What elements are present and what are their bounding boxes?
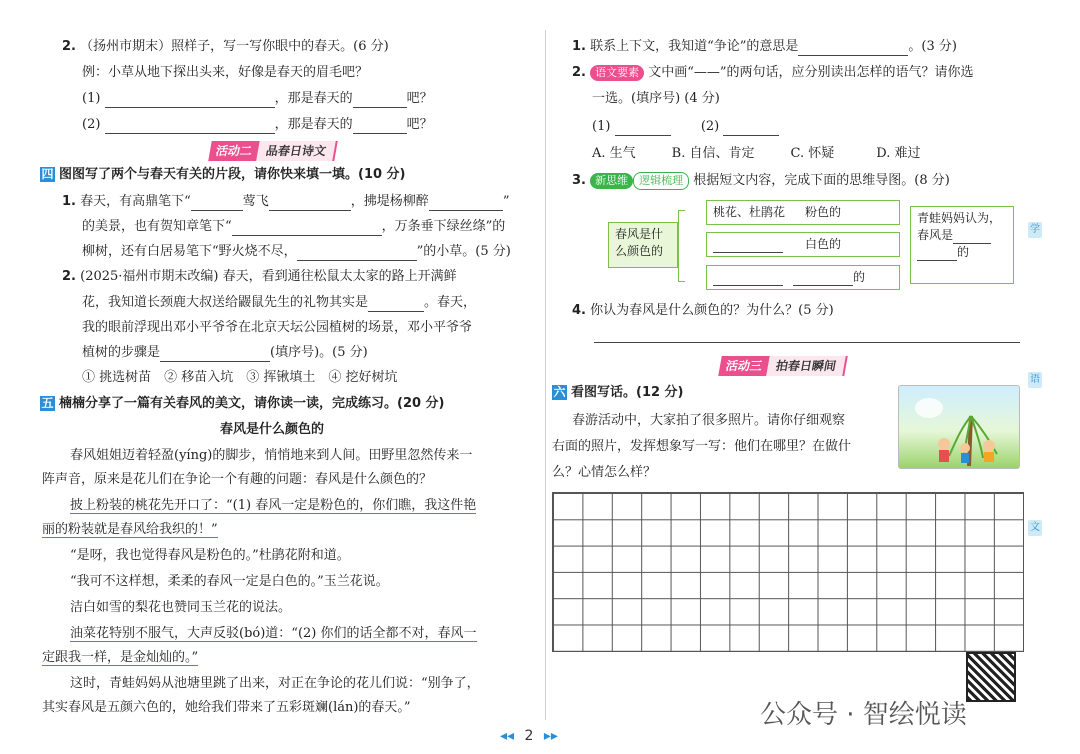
fill-blank[interactable] (429, 196, 503, 211)
activity-3-banner (718, 356, 848, 376)
fill-blank[interactable] (160, 347, 270, 362)
text: ，那是春天的 (274, 117, 353, 132)
fill-blank[interactable] (353, 93, 407, 108)
question-text: （扬州市期末）照样子，写一写你眼中的春天。(6 分) (80, 39, 389, 54)
writing-prompt: 么？心情怎么样？ (552, 465, 657, 480)
text: 桃花、杜鹃花 (713, 205, 786, 219)
page-number (500, 728, 558, 744)
story-paragraph: 春风姐姐迈着轻盈(yíng)的脚步，悄悄地来到人间。田野里忽然传来一 (70, 448, 473, 463)
next-arrow-icon: ▸▸ (543, 728, 558, 744)
fill-blank[interactable] (615, 121, 671, 136)
text: (2025·福州市期末改编) 春天，看到通往松鼠太太家的路上开满鲜 (80, 269, 457, 284)
story-paragraph: 阵声音，原来是花儿们在争论一个有趣的问题：春风是什么颜色的？ (42, 472, 433, 487)
writing-prompt: 春游活动中，大家拍了很多照片。请你仔细观察 (572, 413, 846, 428)
spring-outing-picture (898, 385, 1020, 469)
fill-blank[interactable] (713, 238, 783, 253)
question-number: 4. (572, 303, 586, 318)
text: ，那是春天的 (274, 91, 353, 106)
side-tab: 语 (1028, 372, 1042, 388)
story-title: 春风是什么颜色的 (220, 422, 325, 437)
text: 联系上下文，我知道“争论”的意思是 (590, 39, 799, 54)
fill-blank[interactable] (723, 121, 779, 136)
activity-label: 活动三 (718, 356, 770, 376)
section-4-heading (40, 166, 406, 184)
mindmap-center: 春风是什么颜色的 (608, 222, 678, 268)
r-question-2-answers (592, 118, 779, 136)
writing-grid[interactable] (552, 492, 1024, 652)
side-tab: 学 (1028, 222, 1042, 238)
story-paragraph (70, 625, 477, 643)
section-5-heading (40, 395, 445, 413)
q1-line-1 (62, 193, 509, 211)
skill-tag: 语文要素 (590, 65, 644, 81)
option: D. 难过 (876, 146, 921, 161)
text: 的美景，也有贺知章笔下“ (82, 219, 232, 234)
fill-blank[interactable] (191, 196, 243, 211)
text: ，万条垂下绿丝绦”的 (381, 219, 506, 234)
option: B. 自信、肯定 (671, 146, 755, 161)
r-question-2-cont: 一选。(填序号) (4 分) (592, 91, 720, 106)
fill-blank[interactable] (368, 297, 424, 312)
fill-blank[interactable] (269, 196, 351, 211)
option: A. 生气 (592, 146, 636, 161)
section-6-heading (552, 384, 684, 402)
text: 柳树，还有白居易笔下“野火烧不尽， (82, 244, 297, 259)
qr-code-icon (966, 652, 1016, 702)
example-line: 例：小草从地下探出头来，好像是春天的眉毛吧？ (82, 65, 369, 80)
activity-title: 拍春日瞬间 (766, 356, 848, 376)
fill-blank[interactable] (232, 221, 382, 236)
fill-blank[interactable] (105, 119, 275, 134)
label: (2) (82, 117, 101, 132)
label: (2) (700, 119, 720, 134)
label: (1) (82, 91, 101, 106)
text: 吧？ (406, 91, 433, 106)
question-number: 3. (572, 173, 586, 188)
activity-title: 品春日诗文 (256, 141, 338, 161)
section-number-badge: 四 (41, 167, 54, 181)
column-divider (545, 30, 546, 720)
underlined-sentence: 丽的粉装就是春风给我织的！” (42, 522, 218, 537)
mindmap-brace (678, 210, 685, 282)
question-number: 2. (62, 39, 76, 54)
text: 春风是 (917, 228, 954, 242)
story-paragraph (42, 649, 198, 667)
fill-blank[interactable] (713, 271, 783, 286)
text: ，拂堤杨柳醉 (350, 194, 429, 209)
section-title: 图图写了两个与春天有关的片段，请你快来填一填。(10 分) (59, 167, 406, 182)
section-title: 楠楠分享了一篇有关春风的美文，请你读一读，完成练习。(20 分) (59, 396, 445, 411)
mindmap-branch-3 (706, 265, 900, 290)
q2-line-3: 我的眼前浮现出邓小平爷爷在北京天坛公园植树的场景，邓小平爷爷 (82, 320, 473, 335)
q1-line-2 (82, 218, 505, 236)
section-number-badge: 六 (553, 385, 566, 399)
mindmap-right-box (910, 206, 1014, 284)
activity-label: 活动二 (208, 141, 260, 161)
text: 植树的步骤是 (82, 345, 161, 360)
answer-line-1 (82, 90, 433, 108)
text: 粉色的 (805, 205, 842, 219)
text: ” (502, 194, 510, 209)
story-paragraph: 洁白如雪的梨花也赞同玉兰花的说法。 (70, 600, 292, 615)
answer-line[interactable] (594, 342, 1020, 343)
text: 。(3 分) (908, 39, 957, 54)
text: 春天，有高鼎笔下“ (80, 194, 191, 209)
text: 白色的 (805, 237, 842, 251)
text: 的 (957, 245, 970, 259)
page-number-value: 2 (524, 728, 534, 744)
section-title: 看图写话。(12 分) (571, 385, 684, 400)
story-paragraph (70, 497, 476, 515)
mindmap-branch-1 (706, 200, 900, 225)
fill-blank[interactable] (297, 246, 417, 261)
text: 莺飞 (242, 194, 269, 209)
r-question-4 (572, 302, 834, 320)
text: 青蛙妈妈认为， (917, 211, 1002, 225)
answer-line-2 (82, 116, 433, 134)
watermark-text: 公众号 · 智绘悦读 (760, 700, 967, 730)
text: 。春天， (424, 295, 477, 310)
story-paragraph: “是呀，我也觉得春风是粉色的。”杜鹃花附和道。 (70, 548, 350, 563)
question-number: 1. (62, 194, 76, 209)
q1-line-3 (82, 243, 511, 261)
text: ”的小草。(5 分) (416, 244, 511, 259)
question-number: 1. (572, 39, 586, 54)
section-number-badge: 五 (41, 396, 54, 410)
text: 你认为春风是什么颜色的？为什么？(5 分) (590, 303, 834, 318)
question-number: 2. (62, 269, 76, 284)
text: 文中画“——”的两句话，应分别读出怎样的语气？请你选 (648, 65, 974, 80)
fill-blank[interactable] (798, 41, 908, 56)
q2-line-2 (82, 294, 476, 312)
underlined-sentence: 定跟我一样，是金灿灿的。” (42, 650, 199, 665)
q2-line-4 (82, 344, 368, 362)
activity-2-banner (208, 141, 338, 161)
text: 花，我知道长颈鹿大叔送给鼹鼠先生的礼物其实是 (82, 295, 369, 310)
fill-blank[interactable] (105, 93, 275, 108)
fill-blank[interactable] (953, 229, 991, 244)
underlined-sentence: 油菜花特别不服气，大声反驳(bó)道：“(2) 你们的话全都不对，春风一 (70, 626, 477, 641)
story-paragraph: 这时，青蛙妈妈从池塘里跳了出来，对正在争论的花儿们说：“别争了， (70, 676, 480, 691)
fill-blank[interactable] (793, 271, 853, 286)
writing-prompt: 右面的照片，发挥想象写一写：他们在哪里？在做什 (552, 439, 852, 454)
skill-tag: 新思维 (590, 173, 633, 189)
text: 根据短文内容，完成下面的思维导图。(8 分) (693, 173, 950, 188)
r-question-2-options (592, 145, 920, 163)
side-tab: 文 (1028, 520, 1042, 536)
fill-blank[interactable] (917, 246, 957, 261)
story-paragraph (42, 521, 218, 539)
q2-options: ① 挑选树苗 ② 移苗入坑 ③ 挥锹填土 ④ 挖好树坑 (82, 370, 398, 385)
story-paragraph: “我可不这样想，柔柔的春风一定是白色的。”玉兰花说。 (70, 574, 389, 589)
fill-blank[interactable] (353, 119, 407, 134)
prev-arrow-icon: ◂◂ (500, 728, 515, 744)
text: 的 (853, 270, 866, 284)
r-question-3 (572, 172, 950, 190)
underlined-sentence: 披上粉装的桃花先开口了：“(1) 春风一定是粉色的，你们瞧，我这件艳 (70, 498, 477, 513)
option: C. 怀疑 (790, 146, 835, 161)
story-paragraph: 其实春风是五颜六色的，她给我们带来了五彩斑斓(lán)的春天。” (42, 700, 411, 715)
label: (1) (592, 119, 611, 134)
question-2-prompt (62, 38, 389, 56)
mindmap-branch-2 (706, 232, 900, 257)
question-number: 2. (572, 65, 586, 80)
skill-tag: 逻辑梳理 (633, 172, 689, 190)
text: 吧？ (406, 117, 433, 132)
r-question-1 (572, 38, 957, 56)
q2-line-1 (62, 268, 457, 286)
text: (填序号)。(5 分) (270, 345, 368, 360)
r-question-2 (572, 64, 974, 82)
